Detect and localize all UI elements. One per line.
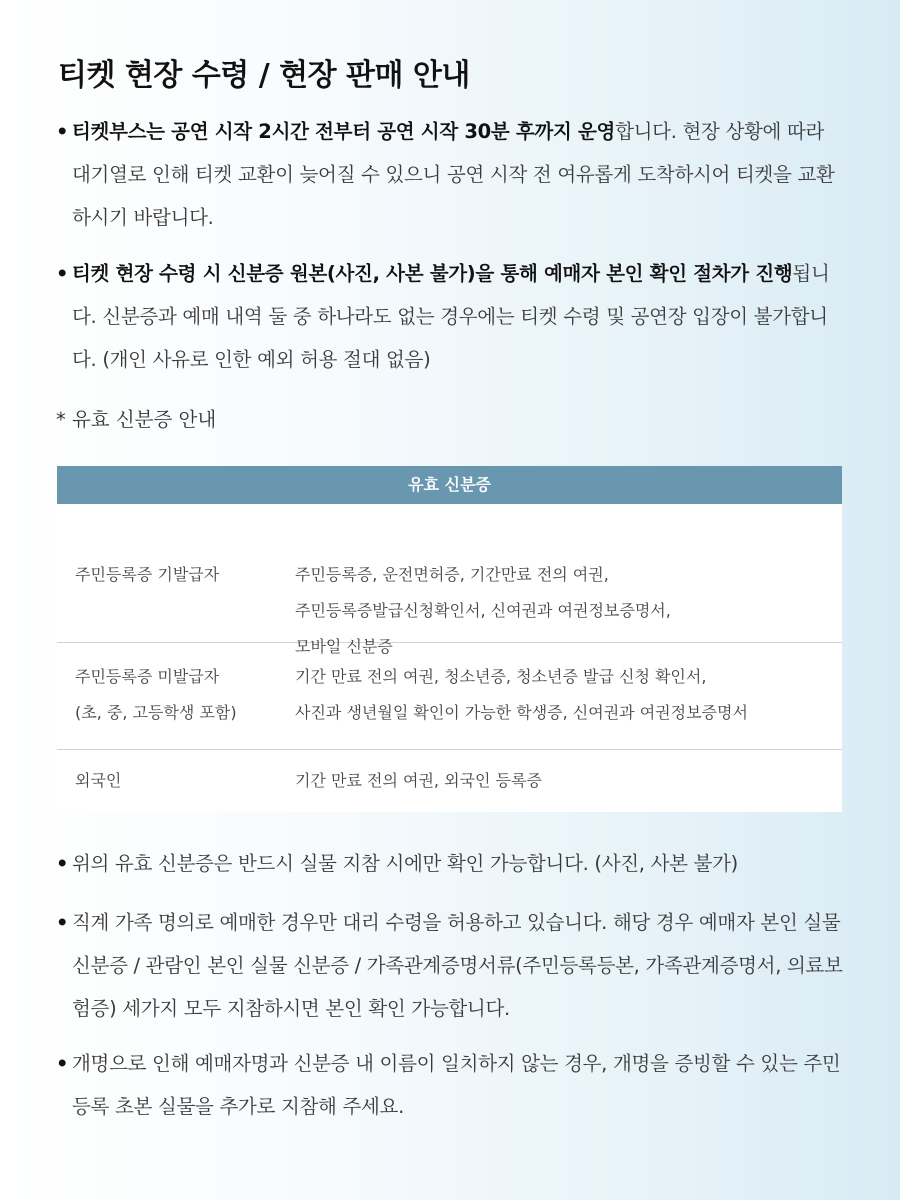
table-row-values [295, 763, 835, 799]
bullet-bold-text: 티켓 현장 수령 시 신분증 원본(사진, 사본 불가)을 통해 예매자 본인 확인 절차가 진행 [72, 262, 793, 285]
bullet-text: 위의 유효 신분증은 반드시 실물 지참 시에만 확인 가능합니다. (사진, 사본 불가) [72, 852, 738, 875]
info-bullet-booth-hours [56, 110, 846, 239]
bullet-dot-icon: • [56, 911, 69, 934]
info-bullet-original-only [56, 842, 846, 885]
category-line: 주민등록증 기발급자 [75, 565, 220, 584]
bullet-text [56, 252, 846, 381]
category-line: (초, 중, 고등학생 포함) [75, 703, 237, 722]
value-line: 사진과 생년월일 확인이 가능한 학생증, 신여권과 여권정보증명서 [295, 703, 748, 722]
table-row-category [75, 557, 219, 593]
value-line: 기간 만료 전의 여권, 청소년증, 청소년증 발급 신청 확인서, [295, 667, 707, 686]
table-row-category [75, 763, 121, 799]
bullet-text: 개명으로 인해 예매자명과 신분증 내 이름이 일치하지 않는 경우, 개명을 증빙할 수 있는 주민등록 초본 실물을 추가로 지참해 주세요. [72, 1052, 841, 1118]
value-line: 주민등록증, 운전면허증, 기간만료 전의 여권, [295, 565, 609, 584]
bullet-dot-icon: • [56, 262, 69, 285]
info-bullet-name-change [56, 1042, 846, 1128]
table-row-category [75, 659, 237, 731]
bullet-text [56, 110, 846, 239]
bullet-text: 직계 가족 명의로 예매한 경우만 대리 수령을 허용하고 있습니다. 해당 경우 예매자 본인 실물 신분증 / 관람인 본인 실물 신분증 / 가족관계증명서류(주민등록등본, 가족관계증명서, 의료보험증) 세가지 모두 지참하시면 본인 확인 가능합니다. [72, 911, 843, 1020]
bullet-dot-icon: • [56, 852, 69, 875]
bullet-rest-text: 합니다. 현장 상황에 따라 대기열로 인해 티켓 교환이 늦어질 수 있으니 공연 시작 전 여유롭게 도착하시어 티켓을 교환하시기 바랍니다. [72, 120, 835, 229]
info-bullet-proxy-pickup [56, 901, 846, 1030]
bullet-dot-icon: • [56, 1052, 69, 1075]
bullet-rest-text: 됩니다. 신분증과 예매 내역 둘 중 하나라도 없는 경우에는 티켓 수령 및 공연장 입장이 불가합니다. (개인 사유로 인한 예외 허용 절대 없음) [72, 262, 830, 371]
value-line: 모바일 신분증 [295, 637, 393, 656]
valid-id-table [57, 466, 842, 812]
table-row-values [295, 659, 835, 731]
category-line: 외국인 [75, 771, 122, 790]
category-line: 주민등록증 미발급자 [75, 667, 220, 686]
value-line: 주민등록증발급신청확인서, 신여권과 여권정보증명서, [295, 601, 671, 620]
value-line: 기간 만료 전의 여권, 외국인 등록증 [295, 771, 542, 790]
table-header: 유효 신분증 [57, 466, 842, 504]
info-bullet-id-check [56, 252, 846, 381]
table-row [57, 750, 842, 812]
bullet-bold-text: 티켓부스는 공연 시작 2시간 전부터 공연 시작 30분 후까지 운영 [72, 120, 616, 143]
bullet-dot-icon: • [56, 120, 69, 143]
table-row [57, 504, 842, 656]
page-title: 티켓 현장 수령 / 현장 판매 안내 [58, 58, 470, 93]
valid-id-note: * 유효 신분증 안내 [56, 408, 217, 431]
table-row [57, 643, 842, 750]
